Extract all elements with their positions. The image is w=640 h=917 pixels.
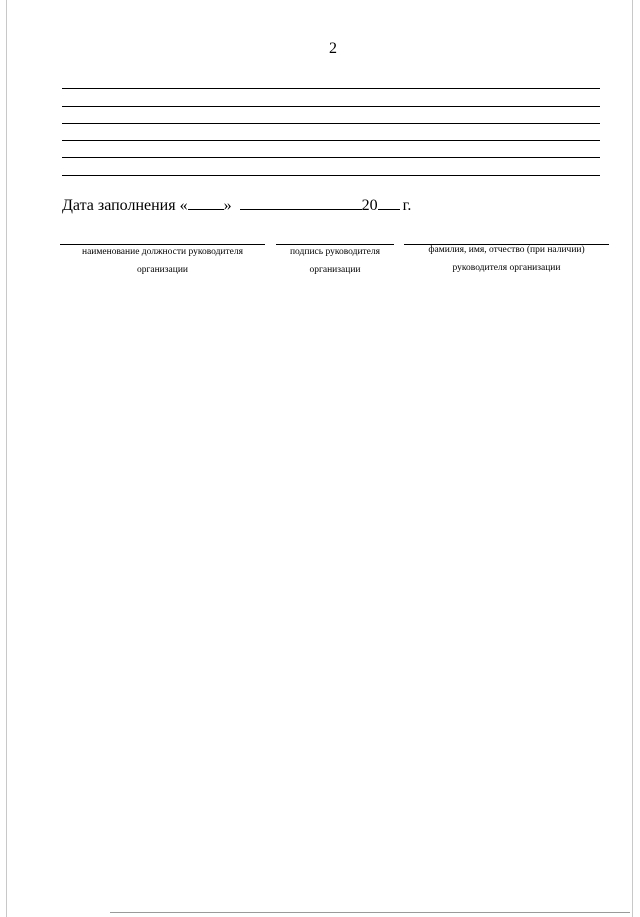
blank-rule-line [62,140,600,141]
scan-edge-bottom [110,912,630,913]
month-blank [240,195,362,210]
signature-caption: подпись руководителя организации [289,247,381,275]
scan-edge-right [632,0,633,917]
close-quote: » [223,197,232,214]
year-blank [378,195,400,210]
blank-rule-line [62,106,600,107]
century: 20 [361,197,378,214]
position-caption: наименование должности руководителя организации [82,247,243,275]
blank-rule-line [62,175,600,176]
full-name-caption: фамилия, имя, отчество (при наличии) руководителя организации [428,245,585,273]
page-number: 2 [329,40,337,57]
day-blank [188,195,224,210]
fill-date-label: Дата заполнения « [62,197,188,214]
scan-edge-left [6,0,7,917]
fill-date-line [62,195,411,216]
blank-rule-line [62,123,600,124]
blank-rule-line [62,88,600,89]
year-suffix: г. [402,197,412,214]
blank-rule-line [62,157,600,158]
